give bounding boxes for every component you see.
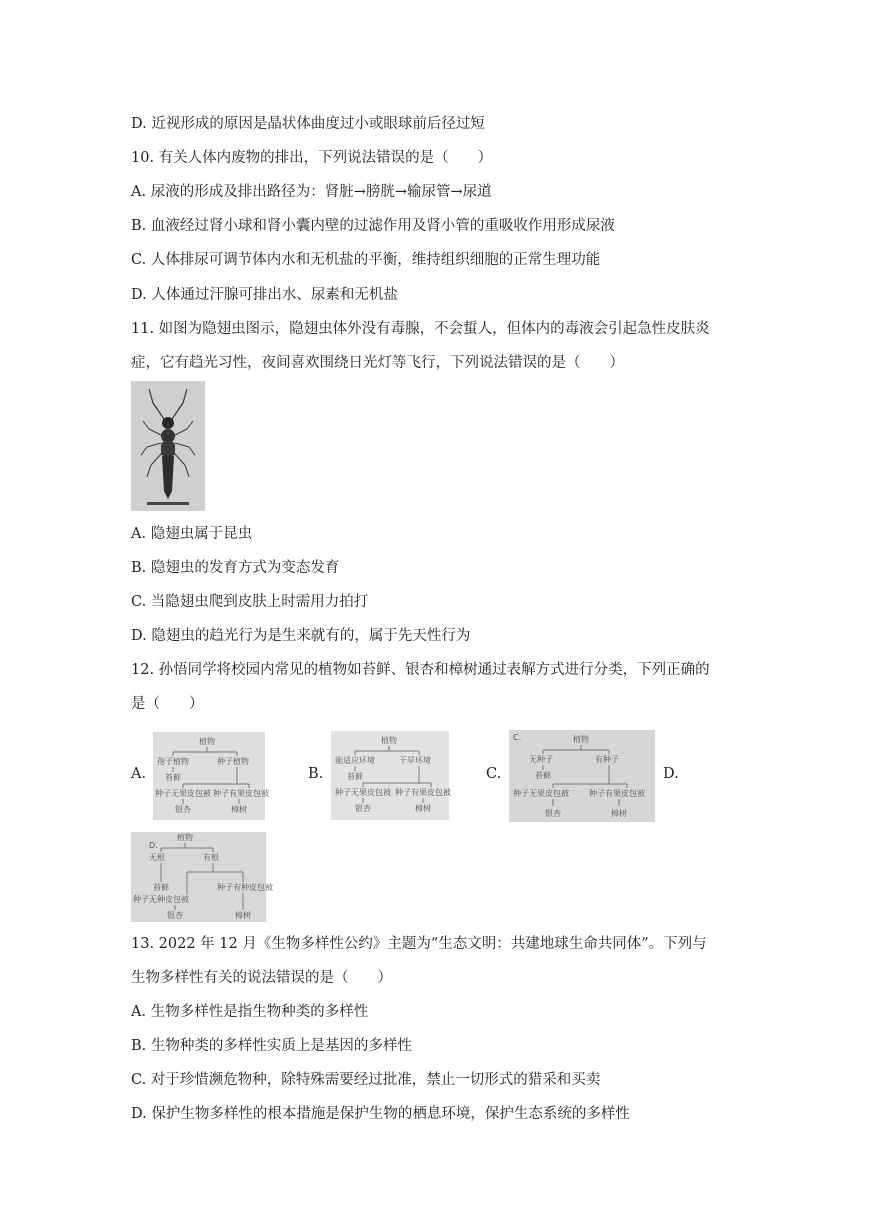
diagram-a-camphor: 樟树 [231,805,247,814]
diagram-d-letter: D. [149,841,158,850]
q11-stem-line1: 11. 如图为隐翅虫图示，隐翅虫体外没有毒腺，不会蜇人，但体内的毒液会引起急性皮肤炎 [131,321,710,337]
diagram-d-root: 植物 [177,833,193,842]
diagram-b-moss: 苔藓 [347,772,363,781]
diagram-a-moss: 苔藓 [165,773,181,782]
diagram-d-covered-seed: 种子有种皮包被 [217,883,273,892]
diagram-c-naked-seed: 种子无果皮包被 [513,789,569,798]
q9-option-d: D. 近视形成的原因是晶状体曲度过小或眼球前后径过短 [131,116,485,132]
diagram-b-camphor: 樟树 [415,804,431,813]
q10-option-a: A. 尿液的形成及排出路径为：肾脏→膀胱→输尿管→尿道 [131,184,492,200]
diagram-b-dry-env: 干旱环境 [399,756,431,765]
diagram-d-has-root: 有根 [203,853,219,862]
diagram-a-spore-plants: 孢子植物 [157,757,189,766]
q12-stem-line1: 12. 孙悟同学将校园内常见的植物如苔鲜、银杏和樟树通过表解方式进行分类，下列正确的 [131,662,710,678]
q12-option-d-letter: D. [663,766,679,782]
diagram-c-ginkgo: 银杏 [545,809,561,818]
q12-diagram-a [153,732,269,820]
q10-stem: 10. 有关人体内废物的排出，下列说法错误的是（ ） [131,150,493,166]
diagram-a-covered-seed: 种子有果皮包被 [213,789,269,798]
diagram-c-no-seed: 无种子 [529,755,553,764]
q10-option-d: D. 人体通过汗腺可排出水、尿素和无机盐 [131,287,398,303]
diagram-a-ginkgo: 银杏 [175,805,191,814]
q13-option-c: C. 对于珍惜濒危物种，除特殊需要经过批准，禁止一切形式的猎采和买卖 [131,1072,601,1088]
q13-option-a: A. 生物多样性是指生物种类的多样性 [131,1004,369,1020]
diagram-c-root: 植物 [573,735,589,744]
diagram-b-ginkgo: 银杏 [355,804,371,813]
q10-option-b: B. 血液经过肾小球和肾小囊内壁的过滤作用及肾小管的重吸收作用形成尿液 [131,218,615,234]
q13-option-b: B. 生物种类的多样性实质上是基因的多样性 [131,1038,412,1054]
diagram-b-adapted-env: 能适应环境 [335,756,375,765]
q10-option-c: C. 人体排尿可调节体内水和无机盐的平衡，维持组织细胞的正常生理功能 [131,252,601,268]
rove-beetle-image [131,381,205,511]
diagram-b-covered-seed: 种子有果皮包被 [395,788,451,797]
diagram-c-has-seed: 有种子 [595,755,619,764]
diagram-a-naked-seed: 种子无果皮包被 [155,789,211,798]
q13-stem-line1: 13. 2022 年 12 月《生物多样性公约》主题为“生态文明：共建地球生命共同体”。下列与 [131,936,707,952]
diagram-c-covered-seed: 种子有果皮包被 [589,789,645,798]
q12-diagram-c [509,730,655,822]
diagram-d-moss: 苔藓 [153,883,169,892]
diagram-d-naked-seed: 种子无种皮包被 [133,895,189,904]
diagram-a-root: 植物 [199,737,215,746]
q13-option-d: D. 保护生物多样性的根本措施是保护生物的栖息环境，保护生态系统的多样性 [131,1106,630,1122]
diagram-a-seed-plants: 种子植物 [217,757,249,766]
diagram-b-root: 植物 [381,736,397,745]
q11-option-b: B. 隐翅虫的发育方式为变态发育 [131,560,340,576]
q11-option-d: D. 隐翅虫的趋光行为是生来就有的，属于先天性行为 [131,628,471,644]
diagram-d-no-root: 无根 [149,853,165,862]
diagram-d-camphor: 樟树 [235,911,251,920]
rove-beetle-drawing [131,381,205,511]
q12-diagram-b [331,731,449,820]
q11-stem-line2: 症，它有趋光习性，夜间喜欢围绕日光灯等飞行，下列说法错误的是（ ） [131,355,624,371]
diagram-b-naked-seed: 种子无果皮包被 [335,788,391,797]
q12-diagram-d [131,832,273,922]
q12-option-b-letter: B. [308,766,324,782]
diagram-c-moss: 苔藓 [535,771,551,780]
q11-option-c: C. 当隐翅虫爬到皮肤上时需用力拍打 [131,594,369,610]
q11-option-a: A. 隐翅虫属于昆虫 [131,526,253,542]
q13-stem-line2: 生物多样性有关的说法错误的是（ ） [131,970,392,986]
q12-option-a-letter: A. [131,766,147,782]
diagram-c-camphor: 樟树 [611,809,627,818]
diagram-d-ginkgo: 银杏 [167,911,183,920]
q12-option-c-letter: C. [486,766,502,782]
q12-stem-line2: 是（ ） [131,696,204,712]
diagram-c-letter: C. [513,733,522,742]
